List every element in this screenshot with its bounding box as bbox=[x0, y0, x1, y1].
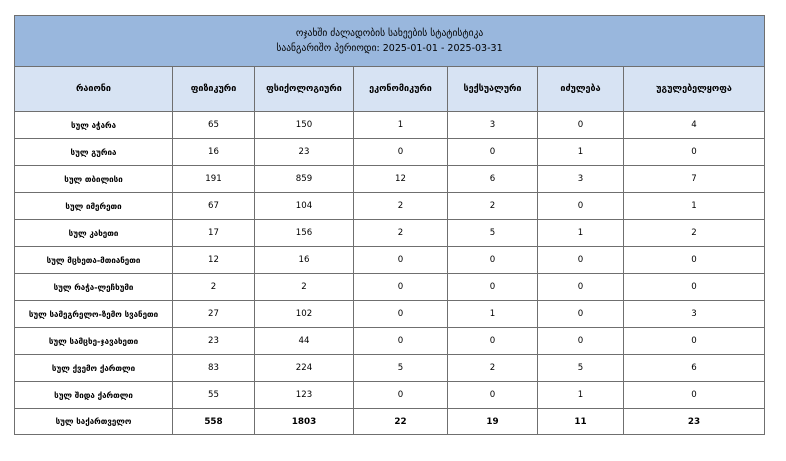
table-row bbox=[15, 139, 765, 166]
statistics-table bbox=[14, 15, 765, 435]
value-cell: 0 bbox=[448, 382, 538, 409]
value-cell: 2 bbox=[624, 220, 765, 247]
value-cell: 156 bbox=[255, 220, 354, 247]
district-cell: სულ გურია bbox=[15, 139, 173, 166]
value-cell: 558 bbox=[173, 409, 255, 435]
table-row bbox=[15, 193, 765, 220]
column-header-economic: ეკონომიკური bbox=[354, 67, 448, 112]
value-cell: 2 bbox=[255, 274, 354, 301]
column-header-sexual: სექსუალური bbox=[448, 67, 538, 112]
value-cell: 5 bbox=[538, 355, 624, 382]
value-cell: 22 bbox=[354, 409, 448, 435]
value-cell: 2 bbox=[173, 274, 255, 301]
value-cell: 11 bbox=[538, 409, 624, 435]
value-cell: 191 bbox=[173, 166, 255, 193]
value-cell: 1 bbox=[538, 139, 624, 166]
value-cell: 44 bbox=[255, 328, 354, 355]
table-row bbox=[15, 274, 765, 301]
value-cell: 123 bbox=[255, 382, 354, 409]
value-cell: 2 bbox=[354, 220, 448, 247]
value-cell: 65 bbox=[173, 112, 255, 139]
value-cell: 0 bbox=[448, 328, 538, 355]
value-cell: 16 bbox=[255, 247, 354, 274]
value-cell: 12 bbox=[354, 166, 448, 193]
report-title: ოჯახში ძალადობის სახეების სტატისტიკა bbox=[295, 28, 484, 39]
value-cell: 5 bbox=[448, 220, 538, 247]
value-cell: 0 bbox=[624, 247, 765, 274]
table-body bbox=[15, 112, 765, 435]
value-cell: 5 bbox=[354, 355, 448, 382]
value-cell: 0 bbox=[448, 139, 538, 166]
value-cell: 7 bbox=[624, 166, 765, 193]
district-cell: სულ კახეთი bbox=[15, 220, 173, 247]
value-cell: 2 bbox=[448, 193, 538, 220]
value-cell: 102 bbox=[255, 301, 354, 328]
value-cell: 1 bbox=[354, 112, 448, 139]
value-cell: 23 bbox=[173, 328, 255, 355]
district-cell: სულ შიდა ქართლი bbox=[15, 382, 173, 409]
value-cell: 0 bbox=[538, 301, 624, 328]
table-row bbox=[15, 301, 765, 328]
value-cell: 0 bbox=[354, 247, 448, 274]
value-cell: 1 bbox=[624, 193, 765, 220]
value-cell: 104 bbox=[255, 193, 354, 220]
value-cell: 23 bbox=[624, 409, 765, 435]
value-cell: 1 bbox=[448, 301, 538, 328]
table-row bbox=[15, 220, 765, 247]
report-title-block bbox=[15, 16, 765, 67]
value-cell: 6 bbox=[448, 166, 538, 193]
total-row bbox=[15, 409, 765, 435]
value-cell: 0 bbox=[354, 139, 448, 166]
value-cell: 0 bbox=[354, 328, 448, 355]
value-cell: 0 bbox=[448, 274, 538, 301]
value-cell: 4 bbox=[624, 112, 765, 139]
column-header-neglect: უგულებელყოფა bbox=[624, 67, 765, 112]
value-cell: 19 bbox=[448, 409, 538, 435]
value-cell: 0 bbox=[354, 382, 448, 409]
value-cell: 1 bbox=[538, 220, 624, 247]
value-cell: 3 bbox=[538, 166, 624, 193]
district-cell: სულ სამეგრელო-ზემო სვანეთი bbox=[15, 301, 173, 328]
value-cell: 2 bbox=[354, 193, 448, 220]
column-header-coercion: იძულება bbox=[538, 67, 624, 112]
district-cell: სულ იმერეთი bbox=[15, 193, 173, 220]
table-row bbox=[15, 355, 765, 382]
value-cell: 0 bbox=[448, 247, 538, 274]
column-header-physical: ფიზიკური bbox=[173, 67, 255, 112]
table-row bbox=[15, 247, 765, 274]
value-cell: 23 bbox=[255, 139, 354, 166]
value-cell: 55 bbox=[173, 382, 255, 409]
table-row bbox=[15, 112, 765, 139]
column-header-row bbox=[15, 67, 765, 112]
value-cell: 0 bbox=[354, 274, 448, 301]
value-cell: 0 bbox=[624, 274, 765, 301]
value-cell: 3 bbox=[624, 301, 765, 328]
period-value: 2025-01-01 - 2025-03-31 bbox=[382, 43, 503, 54]
value-cell: 3 bbox=[448, 112, 538, 139]
value-cell: 17 bbox=[173, 220, 255, 247]
value-cell: 12 bbox=[173, 247, 255, 274]
value-cell: 224 bbox=[255, 355, 354, 382]
value-cell: 0 bbox=[624, 139, 765, 166]
report-period bbox=[15, 41, 764, 56]
value-cell: 83 bbox=[173, 355, 255, 382]
value-cell: 150 bbox=[255, 112, 354, 139]
value-cell: 0 bbox=[354, 301, 448, 328]
table-row bbox=[15, 328, 765, 355]
value-cell: 0 bbox=[538, 328, 624, 355]
value-cell: 1803 bbox=[255, 409, 354, 435]
value-cell: 2 bbox=[448, 355, 538, 382]
district-cell: სულ აჭარა bbox=[15, 112, 173, 139]
value-cell: 0 bbox=[538, 247, 624, 274]
district-cell: სულ თბილისი bbox=[15, 166, 173, 193]
value-cell: 0 bbox=[538, 193, 624, 220]
period-label: საანგარიშო პერიოდი: bbox=[276, 43, 380, 54]
district-cell: სულ სამცხე-ჯავახეთი bbox=[15, 328, 173, 355]
value-cell: 0 bbox=[538, 112, 624, 139]
table-row bbox=[15, 166, 765, 193]
district-cell: სულ საქართველო bbox=[15, 409, 173, 435]
table-row bbox=[15, 382, 765, 409]
value-cell: 0 bbox=[624, 382, 765, 409]
value-cell: 0 bbox=[538, 274, 624, 301]
value-cell: 6 bbox=[624, 355, 765, 382]
column-header-psychological: ფსიქოლოგიური bbox=[255, 67, 354, 112]
column-header-district: რაიონი bbox=[15, 67, 173, 112]
value-cell: 67 bbox=[173, 193, 255, 220]
value-cell: 1 bbox=[538, 382, 624, 409]
district-cell: სულ ქვემო ქართლი bbox=[15, 355, 173, 382]
value-cell: 27 bbox=[173, 301, 255, 328]
value-cell: 859 bbox=[255, 166, 354, 193]
value-cell: 16 bbox=[173, 139, 255, 166]
district-cell: სულ რაჭა-ლეჩხუმი bbox=[15, 274, 173, 301]
district-cell: სულ მცხეთა-მთიანეთი bbox=[15, 247, 173, 274]
value-cell: 0 bbox=[624, 328, 765, 355]
